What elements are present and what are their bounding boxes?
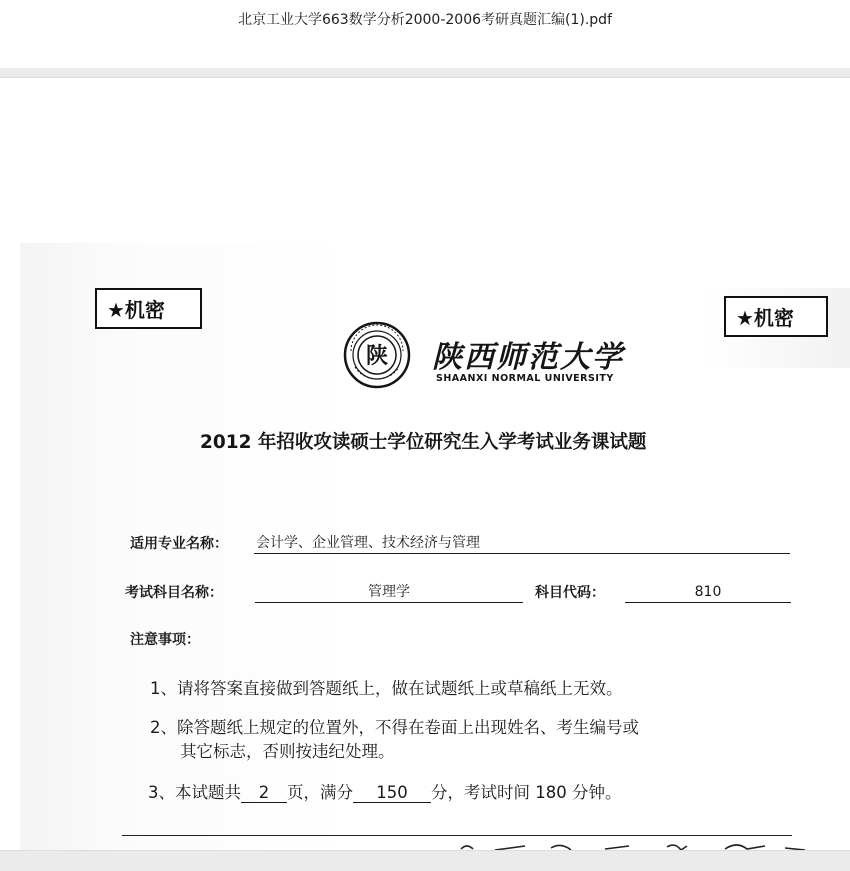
university-name-cn: 陕西师范大学 (432, 340, 624, 375)
notice-item-3 (148, 779, 621, 803)
seal-character: 陕 (365, 343, 389, 369)
handwriting-fragment (455, 840, 815, 850)
subject-field (255, 582, 523, 603)
major-row (130, 533, 792, 557)
confidential-stamp-right: ★机密 (724, 296, 828, 337)
viewer-bottom-strip (0, 850, 850, 871)
subject-label: 考试科目名称： (125, 585, 223, 601)
subject-value: 管理学 (368, 584, 410, 600)
major-value: 会计学、企业管理、技术经济与管理 (256, 535, 480, 551)
notice-heading: 注意事项： (130, 632, 200, 648)
document-title: 北京工业大学663数学分析2000-2006考研真题汇编(1).pdf (237, 12, 612, 28)
pdf-page[interactable] (0, 78, 850, 850)
exam-title: 2012 年招收攻读硕士学位研究生入学考试业务课试题 (200, 432, 647, 453)
major-label: 适用专业名称： (130, 536, 228, 552)
university-name-en: SHAANXI NORMAL UNIVERSITY (436, 373, 614, 384)
major-field (254, 533, 790, 554)
notice-item-1: 1、请将答案直接做到答题纸上，做在试题纸上或草稿纸上无效。 (150, 679, 623, 698)
code-label: 科目代码： (535, 585, 605, 601)
notice-3-middle: 页，满分 (287, 783, 353, 802)
page-count-blank: 2 (241, 784, 287, 803)
notice-item-2: 2、除答题纸上规定的位置外，不得在卷面上出现姓名、考生编号或 (150, 718, 639, 737)
confidential-stamp-left: ★机密 (95, 288, 202, 329)
code-value: 810 (694, 584, 722, 600)
viewer-toolbar-strip (0, 68, 850, 78)
notice-3-prefix: 3、本试题共 (148, 783, 241, 802)
university-seal-icon (343, 321, 411, 389)
divider-line (122, 835, 792, 836)
notice-3-suffix: 分，考试时间 180 分钟。 (431, 783, 622, 802)
subject-row (125, 582, 792, 606)
notice-item-2-cont: 其它标志，否则按违纪处理。 (180, 742, 395, 761)
code-field (625, 582, 791, 603)
full-score-blank: 150 (353, 784, 431, 803)
